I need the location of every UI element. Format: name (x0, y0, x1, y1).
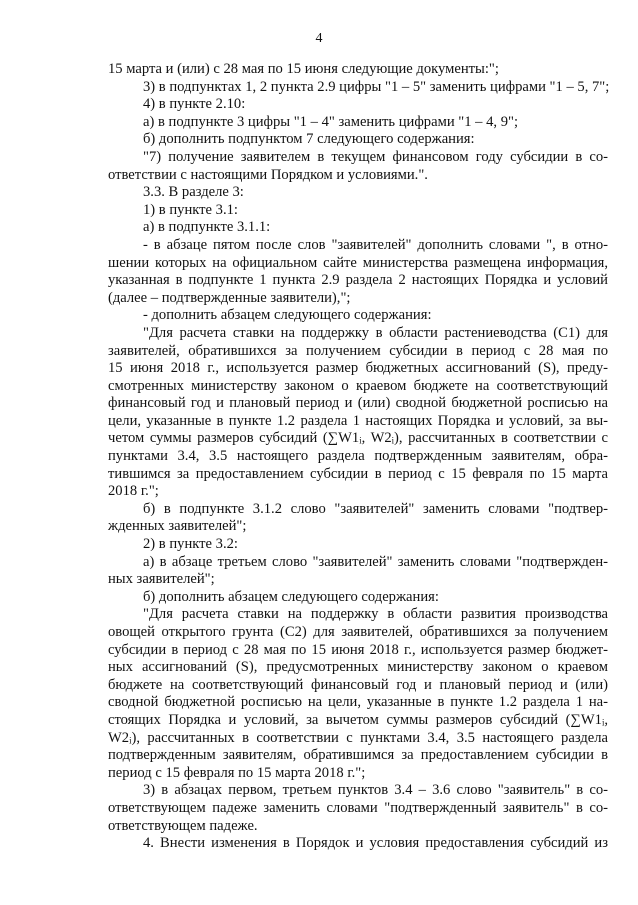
text-line: финансовый год и плановый период и (или) сводной бюджетной росписью на (108, 395, 608, 412)
text-line: 3) в абзацах первом, третьем пунктов 3.4 – 3.6 слово "заявитель" в со- (143, 782, 608, 799)
text-line: - в абзаце пятом после слов "заявителей" дополнить словами ", в отно- (143, 236, 608, 253)
text-line: жденных заявителей"; (108, 518, 247, 535)
text-line: ответствующем падеже заменить словами "подтвержденный заявитель" в со- (108, 799, 608, 816)
text-line: (далее – подтвержденные заявители),"; (108, 289, 351, 306)
text-line: б) дополнить подпунктом 7 следующего содержания: (143, 131, 475, 148)
text-line: ответствии с настоящими Порядком и условиями.". (108, 166, 428, 183)
text-line: субсидии в период с 28 мая по 15 июня 2018 г., используется размер бюджет- (108, 641, 608, 658)
text-line: 4. Внести изменения в Порядок и условия предоставления субсидий из (143, 835, 608, 852)
text-line: ных ассигнований (S), предусмотренных министерству законом о краевом (108, 659, 608, 676)
text-line: бюджете на соответствующий финансовый год и плановый период и (или) (108, 676, 608, 693)
text-line: "7) получение заявителем в текущем финансовом году субсидии в со- (143, 148, 608, 165)
text-line: 3.3. В разделе 3: (143, 184, 244, 201)
text-line: стоящих Порядка и условий, за вычетом суммы размеров субсидий (∑W1ᵢ, (108, 711, 608, 728)
text-line: 15 июня 2018 г., используется размер бюджетных ассигнований (S), преду- (108, 360, 608, 377)
text-line: 2018 г."; (108, 483, 159, 500)
text-line: шении которых на официальном сайте министерства размещена информация, (108, 254, 608, 271)
text-line: б) в подпункте 3.1.2 слово "заявителей" заменить словами "подтвер- (143, 500, 608, 517)
text-line: 3) в подпунктах 1, 2 пункта 2.9 цифры "1 – 5" заменить цифрами "1 – 5, 7"; (143, 78, 610, 95)
text-line: W2ᵢ), рассчитанных в соответствии с пунктами 3.4, 3.5 настоящего раздела (108, 729, 608, 746)
text-line: 1) в пункте 3.1: (143, 201, 238, 218)
text-line: указанная в подпункте 1 пункта 2.9 раздела 2 настоящих Порядка и условий (108, 272, 608, 289)
text-line: ответствующем падеже. (108, 817, 258, 834)
text-line: цели, указанные в пункте 1.2 раздела 1 настоящих Порядка и условий, за вы- (108, 412, 608, 429)
text-line: а) в подпункте 3 цифры "1 – 4" заменить цифрами "1 – 4, 9"; (143, 113, 519, 130)
text-line: "Для расчета ставки на поддержку в области развития производства (143, 606, 608, 623)
text-line: ных заявителей"; (108, 571, 215, 588)
text-line: 4) в пункте 2.10: (143, 96, 246, 113)
text-line: сводной бюджетной росписью на цели, указанные в пункте 1.2 раздела 1 на- (108, 694, 608, 711)
text-line: а) в абзаце третьем слово "заявителей" заменить словами "подтвержден- (143, 553, 608, 570)
page-number: 4 (315, 31, 323, 46)
text-line: б) дополнить абзацем следующего содержания: (143, 588, 439, 605)
text-line: 2) в пункте 3.2: (143, 536, 238, 553)
document-body (108, 61, 608, 853)
text-line: смотренных министерству законом о краевом бюджете на соответствующий (108, 377, 608, 394)
text-line: подтвержденным заявителям, обратившимся за предоставлением субсидии в (108, 747, 608, 764)
text-line: заявителей, обратившихся за получением субсидии в период с 28 мая по (108, 342, 608, 359)
text-line: а) в подпункте 3.1.1: (143, 219, 271, 236)
text-line: тившимся за предоставлением субсидии в период с 15 февраля по 15 марта (108, 465, 608, 482)
text-line: - дополнить абзацем следующего содержания: (143, 307, 432, 324)
text-line: четом суммы размеров субсидий (∑W1ᵢ, W2ᵢ), рассчитанных в соответствии с (108, 430, 608, 447)
text-line: 15 марта и (или) с 28 мая по 15 июня следующие документы:"; (108, 61, 499, 77)
text-line: период с 15 февраля по 15 марта 2018 г."; (108, 764, 366, 781)
text-line: пунктами 3.4, 3.5 настоящего раздела подтвержденным заявителям, обра- (108, 448, 608, 465)
text-line: овощей открытого грунта (C2) для заявителей, обратившихся за получением (108, 624, 608, 640)
text-line: "Для расчета ставки на поддержку в области растениеводства (C1) для (143, 324, 608, 341)
